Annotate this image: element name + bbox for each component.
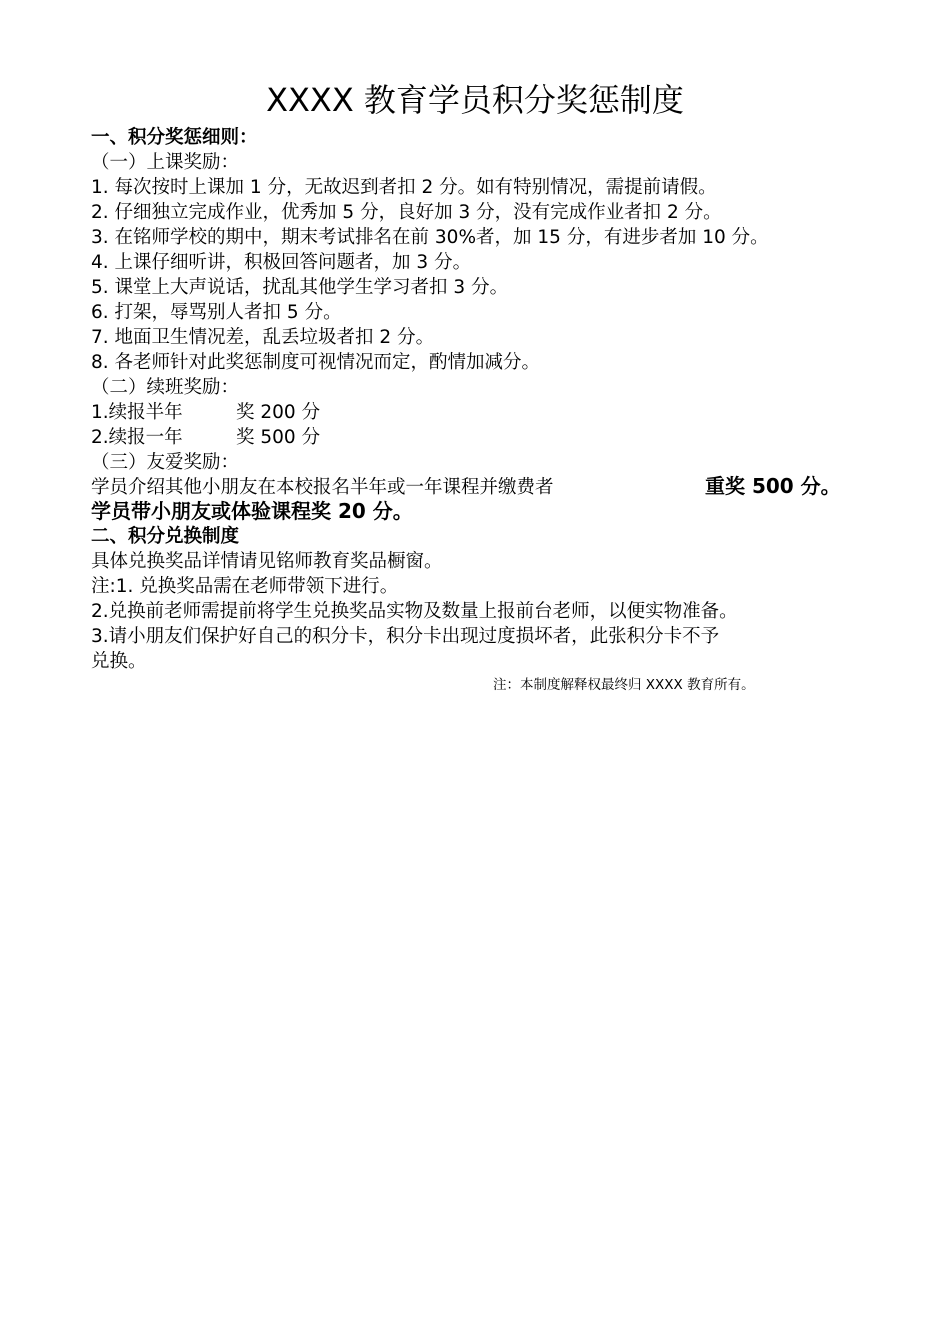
section2-heading: 二、积分兑换制度 <box>91 526 240 547</box>
section2-line: 注:1. 兑换奖品需在老师带领下进行。 <box>91 576 399 597</box>
sub1-item: 7. 地面卫生情况差，乱丢垃圾者扣 2 分。 <box>91 327 435 348</box>
section2-line: 2.兑换前老师需提前将学生兑换奖品实物及数量上报前台老师，以便实物准备。 <box>91 601 738 622</box>
sub1-item: 3. 在铭师学校的期中，期末考试排名在前 30%者，加 15 分，有进步者加 10 分。 <box>91 227 769 248</box>
footer-note: 注：本制度解释权最终归 XXXX 教育所有。 <box>493 677 755 693</box>
sub2-item <box>91 425 320 450</box>
sub1-item: 6. 打架，辱骂别人者扣 5 分。 <box>91 302 342 323</box>
section2-line: 3.请小朋友们保护好自己的积分卡，积分卡出现过度损坏者，此张积分卡不予 <box>91 626 720 647</box>
sub2-heading: （二）续班奖励： <box>91 377 240 398</box>
sub2-item-label: 1.续报半年 <box>91 402 183 423</box>
sub1-heading: （一）上课奖励： <box>91 152 240 173</box>
sub1-item: 8. 各老师针对此奖惩制度可视情况而定，酌情加减分。 <box>91 352 541 373</box>
sub3-line1-reward: 重奖 500 分。 <box>705 474 841 498</box>
sub2-item-label: 2.续报一年 <box>91 427 183 448</box>
sub1-item: 5. 课堂上大声说话，扰乱其他学生学习者扣 3 分。 <box>91 277 509 298</box>
sub1-item: 4. 上课仔细听讲，积极回答问题者，加 3 分。 <box>91 252 472 273</box>
sub3-line2: 学员带小朋友或体验课程奖 20 分。 <box>91 499 413 523</box>
sub1-item: 1. 每次按时上课加 1 分，无故迟到者扣 2 分。如有特别情况，需提前请假。 <box>91 177 717 198</box>
document-title: XXXX 教育学员积分奖惩制度 <box>266 81 684 119</box>
sub2-item-reward: 奖 200 分 <box>236 402 321 423</box>
sub1-item: 2. 仔细独立完成作业，优秀加 5 分，良好加 3 分，没有完成作业者扣 2 分。 <box>91 202 722 223</box>
sub3-heading: （三）友爱奖励： <box>91 452 240 473</box>
sub3-line1-text: 学员介绍其他小朋友在本校报名半年或一年课程并缴费者 <box>91 477 554 498</box>
sub2-item <box>91 400 320 425</box>
sub3-line1 <box>91 475 554 500</box>
section1-heading: 一、积分奖惩细则： <box>91 127 258 148</box>
section2-line: 兑换。 <box>91 651 147 672</box>
section2-line: 具体兑换奖品详情请见铭师教育奖品橱窗。 <box>91 551 443 572</box>
sub2-item-reward: 奖 500 分 <box>236 427 321 448</box>
